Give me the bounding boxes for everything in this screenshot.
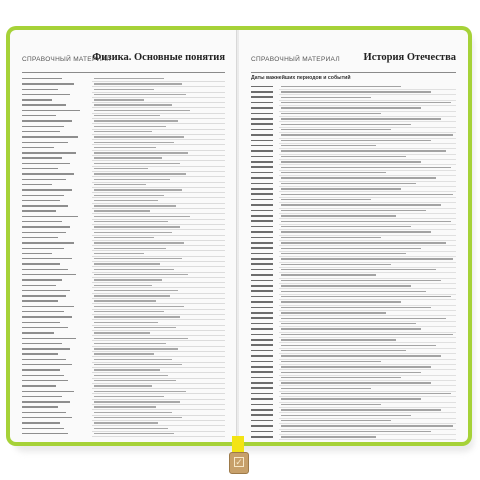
history-event [281,86,401,87]
history-year [251,339,273,341]
history-year [251,285,273,287]
formula-text [22,375,64,376]
history-event [281,425,453,426]
formula-text [22,348,70,349]
formula-description [94,205,176,206]
formula-description [94,306,184,307]
formula-text [22,184,52,185]
formula-text [22,258,72,259]
history-event [281,264,391,265]
left-page-title: Физика. Основные понятия [92,52,225,63]
formula-text [22,353,58,354]
history-event [281,388,371,389]
right-page-header [251,50,456,73]
formula-text [22,147,54,148]
history-year [251,193,273,195]
formula-description [94,104,172,105]
history-event [281,398,421,399]
history-year [251,382,273,384]
history-event [281,318,446,319]
formula-text [22,359,66,360]
history-year [251,145,273,147]
formula-text [22,343,62,344]
formula-description [94,316,180,317]
formula-text [22,179,66,180]
history-event [281,150,446,151]
formula-text [22,157,62,158]
formula-text [22,385,56,386]
formula-description [94,248,166,249]
history-year [251,123,273,125]
history-year [251,280,273,282]
history-year [251,107,273,109]
history-event [281,296,451,297]
formula-text [22,364,72,365]
left-page-header [22,50,225,73]
history-year [251,96,273,98]
history-year [251,161,273,163]
formula-description [94,152,188,153]
history-year [251,404,273,406]
right-page-title: История Отечества [363,52,456,63]
formula-text [22,78,62,79]
history-event [281,204,441,205]
history-year [251,269,273,271]
history-year [251,177,273,179]
history-year [251,210,273,212]
history-year [251,398,273,400]
formula-text [22,422,60,423]
history-event [281,113,381,114]
history-event [281,258,453,259]
history-event [281,140,431,141]
formula-text [22,332,54,333]
history-event [281,167,451,168]
formula-text [22,300,58,301]
history-event [281,248,421,249]
history-event [281,436,376,437]
formula-description [94,242,184,243]
history-event [281,215,396,216]
history-year [251,258,273,260]
formula-text [22,285,56,286]
history-event [281,404,381,405]
history-event [281,350,406,351]
history-year [251,263,273,265]
formula-description [94,232,172,233]
history-year [251,156,273,158]
formula-text [22,327,68,328]
formula-description [94,147,156,148]
history-event [281,97,371,98]
history-year [251,215,273,217]
formula-description [94,412,172,413]
history-year [251,129,273,131]
formula-description [94,200,158,201]
formula-text [22,168,58,169]
formula-description [94,78,164,79]
formula-text [22,237,58,238]
formula-description [94,274,188,275]
formula-text [22,369,60,370]
formula-text [22,104,66,105]
right-section-label: СПРАВОЧНЫЙ МАТЕРИАЛ [251,56,340,63]
history-event [281,107,421,108]
formula-description [94,195,164,196]
history-year [251,296,273,298]
history-event [281,118,441,119]
history-event [281,420,391,421]
formula-description [94,179,170,180]
formula-description [94,120,178,121]
history-year [251,166,273,168]
history-event [281,431,431,432]
formula-description [94,285,152,286]
history-event [281,177,436,178]
formula-description [94,279,162,280]
left-page [10,30,237,442]
formula-text [22,401,70,402]
history-event [281,194,453,195]
formula-text [22,295,66,296]
formula-text [22,163,70,164]
history-year [251,312,273,314]
formula-text [22,412,66,413]
formula-description [94,417,182,418]
history-event [281,156,406,157]
history-event [281,188,401,189]
history-event [281,226,411,227]
formula-text [22,433,68,434]
history-event [281,183,416,184]
bookmark-charm[interactable] [229,452,249,474]
formula-text [22,126,64,127]
formula-text [22,195,64,196]
formula-text [22,83,74,84]
formula-text [22,110,80,111]
history-event [281,285,411,286]
formula-description [94,89,154,90]
formula-description [94,189,182,190]
history-year [251,355,273,357]
history-year [251,204,273,206]
formula-description [94,433,174,434]
formula-text [22,226,70,227]
history-year [251,140,273,142]
history-event [281,345,436,346]
history-year [251,377,273,379]
history-event [281,415,411,416]
formula-description [94,380,176,381]
formula-text [22,396,62,397]
formula-description [94,269,174,270]
formula-text [22,279,62,280]
formula-description [94,126,166,127]
formula-description [94,343,166,344]
history-event [281,393,451,394]
formula-text [22,391,74,392]
history-year [251,414,273,416]
history-year [251,334,273,336]
formula-text [22,306,74,307]
history-event [281,339,396,340]
history-year [251,274,273,276]
history-year [251,226,273,228]
history-year [251,317,273,319]
formula-description [94,369,160,370]
formula-text [22,120,72,121]
history-event [281,210,426,211]
formula-text [22,380,68,381]
history-year [251,113,273,115]
formula-description [94,401,180,402]
formula-text [22,115,56,116]
formula-description [94,295,170,296]
history-event [281,280,441,281]
history-year [251,431,273,433]
history-year [251,118,273,120]
formula-text [22,89,58,90]
formula-text [22,173,74,174]
history-event [281,172,386,173]
history-event [281,269,436,270]
history-event [281,312,386,313]
formula-description [94,253,144,254]
formula-text [22,99,52,100]
formula-description [94,115,160,116]
formula-description [94,359,172,360]
formula-description [94,168,148,169]
history-year [251,172,273,174]
history-year [251,231,273,233]
formula-description [94,131,152,132]
formula-description [94,322,158,323]
history-event [281,231,431,232]
formula-description [94,375,168,376]
formula-description [94,221,168,222]
formula-description [94,263,160,264]
history-year [251,237,273,239]
history-year [251,102,273,104]
formula-text [22,152,76,153]
formula-description [94,173,186,174]
history-year [251,393,273,395]
formula-description [94,110,190,111]
formula-text [22,205,68,206]
formula-description [94,348,178,349]
history-year [251,290,273,292]
history-year [251,150,273,152]
formula-description [94,300,156,301]
formula-text [22,316,72,317]
history-year [251,350,273,352]
formula-description [94,406,156,407]
right-page [239,30,468,442]
history-year [251,199,273,201]
history-year [251,247,273,249]
history-year [251,86,273,88]
history-event [281,199,371,200]
history-year [251,253,273,255]
formula-description [94,428,168,429]
formula-description [94,258,182,259]
physics-formula-list [22,76,225,436]
history-event [281,91,431,92]
formula-description [94,311,164,312]
formula-description [94,396,164,397]
history-event [281,242,446,243]
history-year [251,183,273,185]
formula-text [22,131,60,132]
history-event [281,291,426,292]
history-year [251,436,273,438]
history-year [251,366,273,368]
formula-description [94,338,188,339]
history-year [251,220,273,222]
formula-text [22,263,60,264]
formula-text [22,200,60,201]
history-year [251,307,273,309]
formula-text [22,210,56,211]
history-date-row [251,434,456,439]
formula-text [22,142,68,143]
formula-text [22,311,64,312]
history-year [251,344,273,346]
history-event [281,307,431,308]
history-event [281,377,401,378]
history-year [251,328,273,330]
formula-text [22,406,58,407]
history-event [281,237,381,238]
history-event [281,102,451,103]
history-year [251,361,273,363]
formula-description [94,216,190,217]
formula-description [94,385,152,386]
formula-text [22,189,72,190]
history-event [281,145,376,146]
formula-description [94,142,174,143]
history-event [281,134,453,135]
formula-row [22,431,225,436]
history-event [281,253,406,254]
formula-description [94,136,184,137]
history-year [251,91,273,93]
history-dates-list [251,84,456,440]
formula-description [94,83,182,84]
formula-text [22,232,66,233]
history-event [281,274,376,275]
formula-description [94,332,150,333]
formula-description [94,237,154,238]
formula-text [22,253,52,254]
history-event [281,334,453,335]
formula-text [22,269,68,270]
history-year [251,323,273,325]
formula-description [94,184,146,185]
formula-description [94,226,180,227]
formula-text [22,136,78,137]
history-event [281,301,401,302]
formula-text [22,221,62,222]
formula-description [94,364,182,365]
history-event [281,129,391,130]
history-year [251,301,273,303]
formula-description [94,353,154,354]
formula-description [94,163,180,164]
history-event [281,355,441,356]
history-event [281,382,431,383]
formula-description [94,157,162,158]
history-year [251,134,273,136]
formula-text [22,274,76,275]
formula-description [94,327,176,328]
formula-text [22,216,78,217]
formula-text [22,242,74,243]
checkmark-icon: ✓ [235,457,243,467]
formula-description [94,391,186,392]
formula-text [22,248,64,249]
history-event [281,221,451,222]
history-year [251,409,273,411]
history-event [281,323,416,324]
formula-description [94,290,178,291]
formula-text [22,428,64,429]
history-year [251,425,273,427]
formula-text [22,94,70,95]
history-event [281,328,421,329]
formula-description [94,210,150,211]
history-year [251,420,273,422]
formula-description [94,422,158,423]
formula-description [94,94,186,95]
history-year [251,387,273,389]
formula-text [22,290,70,291]
history-event [281,409,441,410]
history-year [251,188,273,190]
history-event [281,124,411,125]
left-section-label: СПРАВОЧНЫЙ МАТЕРИАЛ [22,56,111,63]
history-event [281,366,431,367]
history-event [281,361,381,362]
history-event [281,372,421,373]
history-event [281,161,421,162]
formula-text [22,417,72,418]
formula-text [22,338,76,339]
formula-text [22,322,60,323]
history-year [251,242,273,244]
history-subtitle: Даты важнейших периодов и событий [251,75,351,81]
history-year [251,371,273,373]
formula-description [94,99,144,100]
